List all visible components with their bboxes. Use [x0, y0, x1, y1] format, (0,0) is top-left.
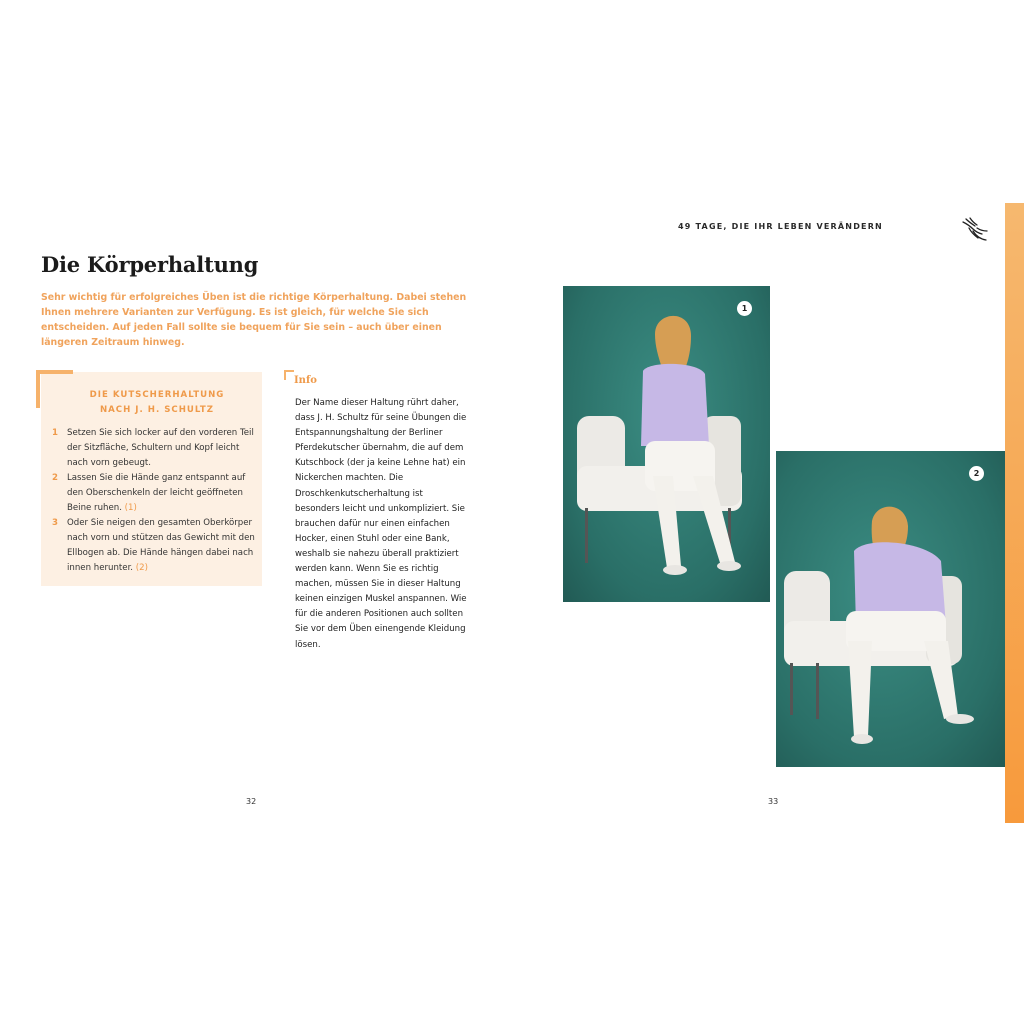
- step-item: [52, 426, 257, 471]
- step-text: Setzen Sie sich locker auf den vorderen Teil der Sitzfläche, Schultern und Kopf leicht nach vorn gebeugt.: [67, 428, 254, 468]
- step-number: 2: [52, 473, 58, 483]
- box-heading-line2: NACH J. H. SCHULTZ: [99, 405, 215, 415]
- running-head: 49 TAGE, DIE IHR LEBEN VERÄNDERN: [678, 222, 883, 231]
- box-corner-accent-vertical: [36, 370, 40, 408]
- box-heading: [41, 388, 273, 418]
- step-number: 3: [52, 518, 58, 528]
- page-number-right: 33: [768, 797, 779, 806]
- intro-paragraph: Sehr wichtig für erfolgreiches Üben ist die richtige Körperhaltung. Dabei stehen Ihnen mehrere Varianten zur Verfügung. Es ist gleich, für welche Sie sich entscheiden. Auf jeden Fall sollte sie bequem für Sie sein – auch über einen längeren Zeitraum hinweg.: [41, 292, 467, 348]
- step-item: [52, 471, 257, 516]
- info-text: Der Name dieser Haltung rührt daher, dass J. H. Schultz für seine Übungen die Entspannungshaltung der Berliner Pferdekutscher übernahm, die auf dem Kutschbock (der ja keine Lehne hat) ein Nickerchen machten. Die Droschkenkutscherhaltung ist besonders leicht und unkompliziert. Sie brauchen dafür nur einen einfachen Hocker, einen Stuhl oder eine Bank, weshalb sie nahezu überall praktiziert werden kann. Wenn Sie es richtig machen, müssen Sie in dieser Haltung keinen einzigen Muskel anspannen. Wie für die anderen Positionen auch sollten Sie vor dem Üben einengende Kleidung lösen.: [295, 398, 467, 650]
- photo-badge-1: 1: [737, 301, 752, 316]
- step-text: Lassen Sie die Hände ganz entspannt auf den Oberschenkeln der leicht geöffneten Beine ruhen.: [67, 473, 246, 513]
- page-number-left: 32: [246, 797, 257, 806]
- box-corner-accent: [36, 370, 73, 374]
- steps-list: [52, 426, 257, 576]
- step-item: [52, 516, 257, 576]
- page-title: Die Körperhaltung: [41, 252, 259, 277]
- page-edge-bar: [1005, 203, 1024, 823]
- photo-posture-2: [776, 451, 1005, 767]
- info-corner-accent-vertical: [284, 370, 286, 380]
- step-number: 1: [52, 428, 58, 438]
- photo-reference: (1): [124, 503, 137, 513]
- step-text: Oder Sie neigen den gesamten Oberkörper nach vorn und stützen das Gewicht mit den Ellbogen ab. Die Hände hängen dabei nach innen herunter.: [67, 518, 255, 573]
- photo-posture-1: [563, 286, 770, 602]
- info-title: Info: [294, 375, 317, 386]
- photo-badge-2: 2: [969, 466, 984, 481]
- hands-icon: [960, 214, 990, 244]
- photo-reference: (2): [135, 563, 148, 573]
- box-heading-line1: DIE KUTSCHERHALTUNG: [89, 390, 225, 400]
